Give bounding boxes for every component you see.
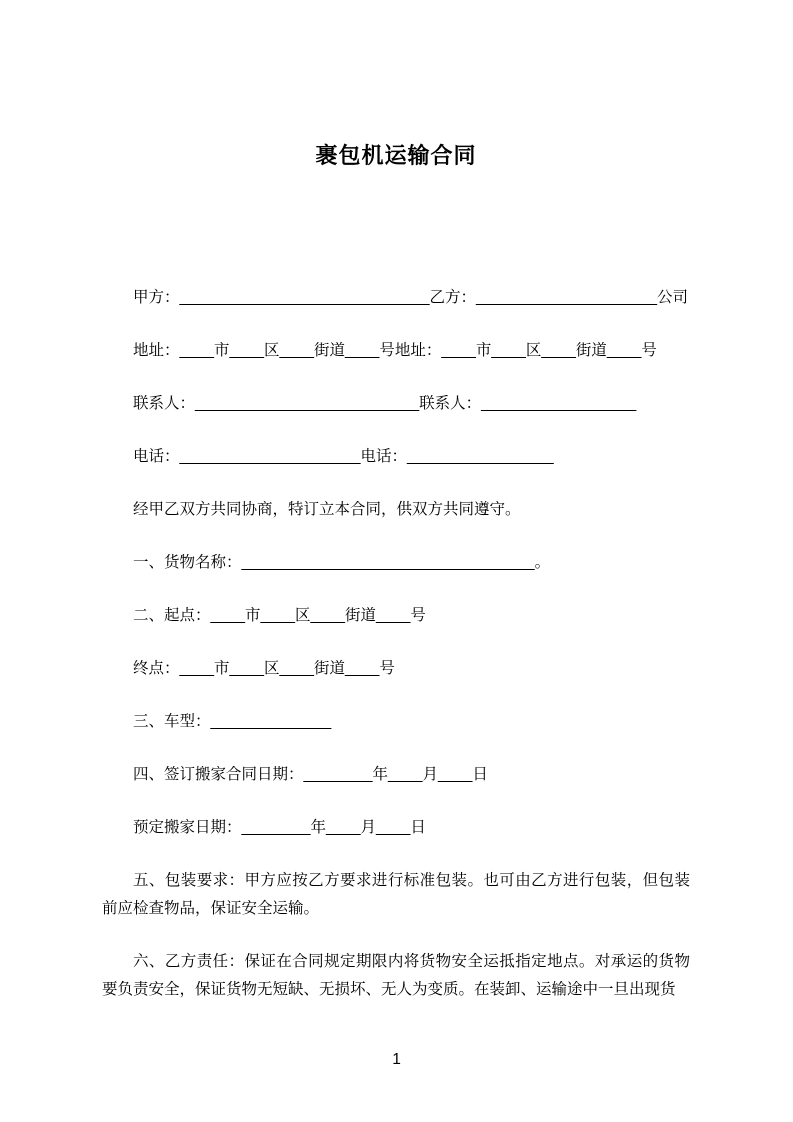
clause-destination: 终点：____市____区____街道____号 [133, 660, 395, 677]
clause-vehicle-type: 三、车型：______________ [133, 713, 332, 730]
clause-cargo-name: 一、货物名称：__________________________________。 [133, 554, 551, 571]
contact-person-line: 联系人：__________________________联系人：__________________ [133, 395, 637, 412]
phone-line: 电话：_____________________电话：_________________ [133, 448, 554, 465]
clause-contract-date: 四、签订搬家合同日期：________年____月____日 [133, 766, 488, 783]
clause-party-b-liability: 六、乙方责任：保证在合同规定期限内将货物安全运抵指定地点。对承运的货物要负责安全，保证货物无短缺、无损坏、无人为变质。在装卸、运输途中一旦出现货 [102, 953, 690, 998]
document-body [102, 0, 690, 1029]
clause-moving-date: 预定搬家日期：________年____月____日 [133, 819, 426, 836]
page-number: 1 [392, 1051, 401, 1068]
clause-origin: 二、起点：____市____区____街道____号 [133, 607, 426, 624]
clause-packaging: 五、包装要求：甲方应按乙方要求进行标准包装。也可由乙方进行包装，但包装前应检查物品，保证安全运输。 [102, 872, 690, 917]
address-line: 地址：____市____区____街道____号地址：____市____区____街道____号 [133, 342, 657, 359]
document-title: 裹包机运输合同 [315, 143, 477, 168]
preamble: 经甲乙双方共同协商，特订立本合同，供双方共同遵守。 [133, 501, 521, 518]
party-a-b-line: 甲方：_____________________________乙方：_____________________公司 [133, 289, 689, 306]
